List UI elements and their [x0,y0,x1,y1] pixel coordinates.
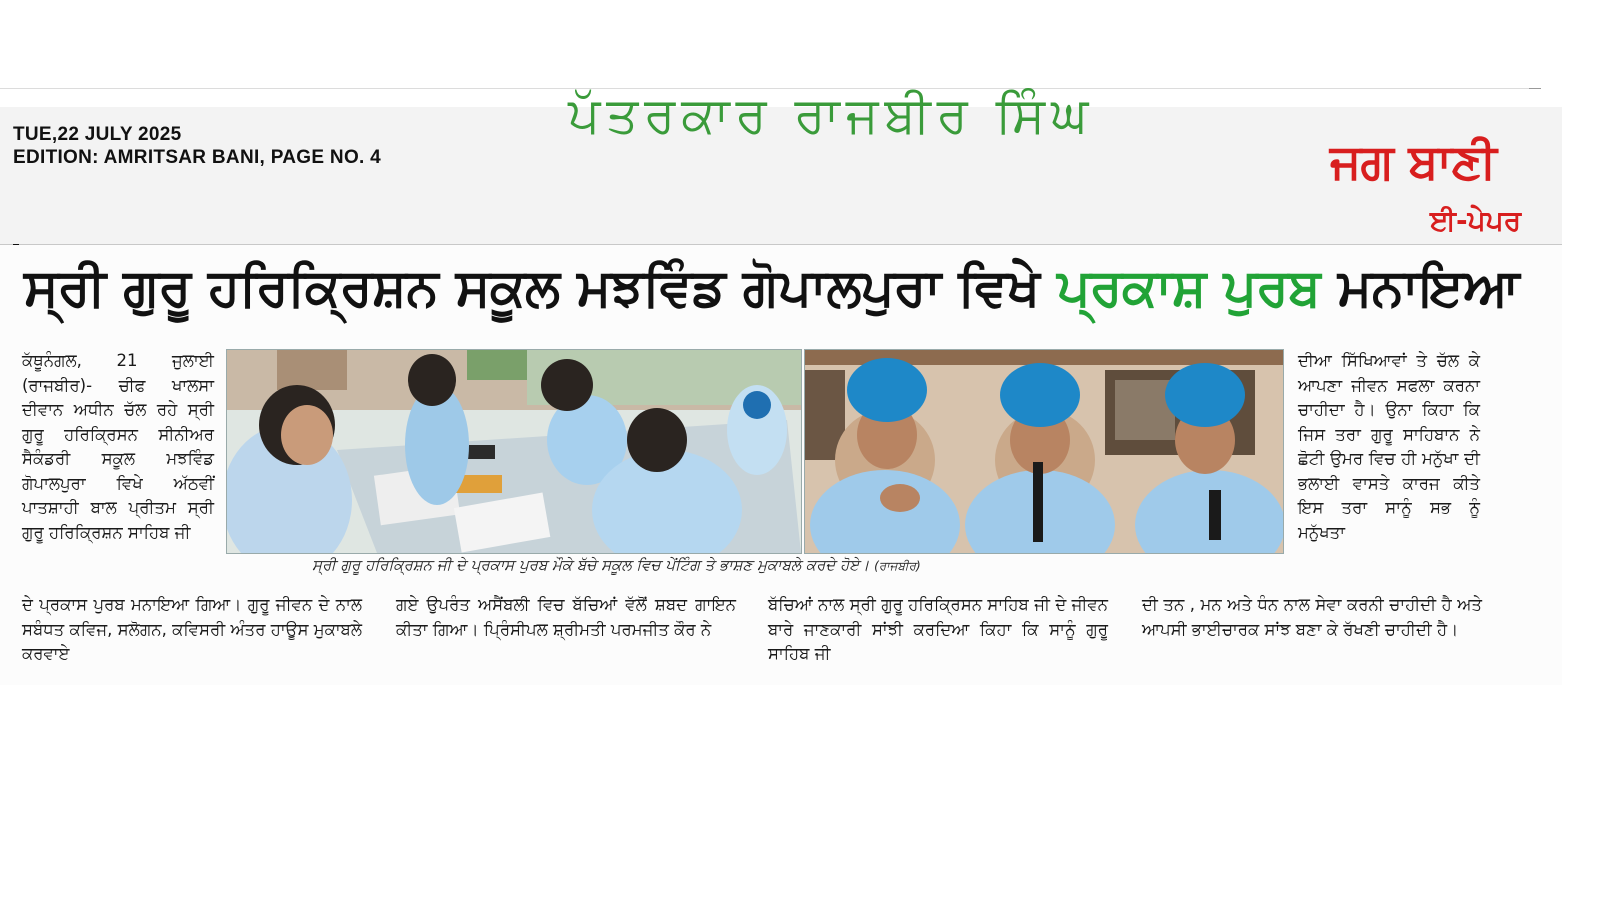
article-column-5: ਦੀਆ ਸਿੱਖਿਆਵਾਂ ਤੇ ਚੱਲ ਕੇ ਆਪਣਾ ਜੀਵਨ ਸਫਲਾ ਕਰਨਾ ਚਾਹੀਦਾ ਹੈ। ਉਨਾ ਕਿਹਾ ਕਿ ਜਿਸ ਤਰਾ ਗੁਰੂ ਸਾਹਿਬਾਨ ਨੇ ਛੋਟੀ ਉਮਰ ਵਿਚ ਹੀ ਮਨੁੱਖਾ ਦੀ ਭਲਾਈ ਵਾਸਤੇ ਕਾਰਜ ਕੀਤੇ ਇਸ ਤਰਾ ਸਾਨੂੰ ਸਭ ਨੂੰ ਮਨੁੱਖਤਾ [1298,351,1480,542]
article-column-4: ਦੀ ਤਨ , ਮਨ ਅਤੇ ਧੰਨ ਨਾਲ ਸੇਵਾ ਕਰਨੀ ਚਾਹੀਦੀ ਹੈ ਅਤੇ ਆਪਸੀ ਭਾਈਚਾਰਕ ਸਾਂਝ ਬਣਾ ਕੇ ਰੱਖਣੀ ਚਾਹੀਦੀ ਹੈ। [1142,595,1482,639]
article-column-1-bottom: ਦੇ ਪ੍ਰਕਾਸ ਪੁਰਬ ਮਨਾਇਆ ਗਿਆ। ਗੁਰੂ ਜੀਵਨ ਦੇ ਨਾਲ ਸਬੰਧਤ ਕਵਿਜ, ਸਲੋਗਨ, ਕਵਿਸਰੀ ਅੰਤਰ ਹਾਊਸ ਮੁਕਾਬਲੇ ਕਰਵਾਏ [22,595,362,663]
edition-info: EDITION: AMRITSAR BANI, PAGE NO. 4 [13,147,382,168]
headline-highlight: ਪ੍ਰਕਾਸ਼ ਪੁਰਬ [1057,258,1321,318]
article-headline [24,258,1534,330]
epaper-label: ਈ-ਪੇਪਰ [1430,204,1522,237]
newspaper-logo: ਜਗ ਬਾਣੀ [1330,134,1496,190]
article-column-2: ਗਏ ਉਪਰੰਤ ਅਸੈਂਬਲੀ ਵਿਚ ਬੱਚਿਆਂ ਵੱਲੋਂ ਸ਼ਬਦ ਗਾਇਨ ਕੀਤਾ ਗਿਆ। ਪ੍ਰਿੰਸੀਪਲ ਸ਼੍ਰੀਮਤੀ ਪਰਮਜੀਤ ਕੌਰ ਨੇ [396,595,736,639]
photo-caption [312,556,1212,574]
caption-text: ਸ੍ਰੀ ਗੁਰੂ ਹਰਿਕ੍ਰਿਸ਼ਨ ਜੀ ਦੇ ਪ੍ਰਕਾਸ ਪੁਰਬ ਮੌਕੇ ਬੱਚੇ ਸਕੂਲ ਵਿਚ ਪੇਂਟਿੰਗ ਤੇ ਭਾਸ਼ਣ ਮੁਕਾਬਲੇ ਕਰਦੇ ਹੋਏ। [312,556,870,574]
painting-photo-art [227,350,801,553]
speech-competition-photo [804,349,1284,554]
article-column-3: ਬੱਚਿਆਂ ਨਾਲ ਸ੍ਰੀ ਗੁਰੂ ਹਰਿਕ੍ਰਿਸਨ ਸਾਹਿਬ ਜੀ ਦੇ ਜੀਵਨ ਬਾਰੇ ਜਾਣਕਾਰੀ ਸਾਂਝੀ ਕਰਦਿਆ ਕਿਹਾ ਕਿ ਸਾਨੂੰ ਗੁਰੂ ਸਾਹਿਬ ਜੀ [768,595,1108,663]
issue-date: TUE,22 JULY 2025 [13,124,182,145]
headline-text-start: ਸ੍ਰੀ ਗੁਰੂ ਹਰਿਕ੍ਰਿਸ਼ਨ ਸਕੂਲ ਮਝਵਿੰਡ ਗੋਪਾਲਪੁਰਾ ਵਿਖੇ [24,258,1058,318]
painting-competition-photo [226,349,802,554]
page-top-tick [1529,88,1541,89]
speech-photo-art [805,350,1283,553]
headline-text-end: ਮਨਾਇਆ [1320,258,1520,318]
caption-credit: (ਰਾਜਬੀਰ) [874,559,921,573]
article-column-1-top: ਕੱਥੂਨੰਗਲ, 21 ਜੁਲਾਈ (ਰਾਜਬੀਰ)- ਚੀਫ ਖਾਲਸਾ ਦੀਵਾਨ ਅਧੀਨ ਚੱਲ ਰਹੇ ਸ੍ਰੀ ਗੁਰੂ ਹਰਿਕ੍ਰਿਸਨ ਸੀਨੀਅਰ ਸੈਕੰਡਰੀ ਸਕੂਲ ਮਝਵਿੰਡ ਗੋਪਾਲਪੁਰਾ ਵਿਖੇ ਅੱਠਵੀਂ ਪਾਤਸ਼ਾਹੀ ਬਾਲ ਪ੍ਰੀਤਮ ਸ੍ਰੀ ਗੁਰੂ ਹਰਿਕ੍ਰਿਸ਼ਨ ਸਾਹਿਬ ਜੀ [22,351,214,542]
reporter-name: ਪੱਤਰਕਾਰ ਰਾਜਬੀਰ ਸਿੰਘ [568,86,1095,144]
